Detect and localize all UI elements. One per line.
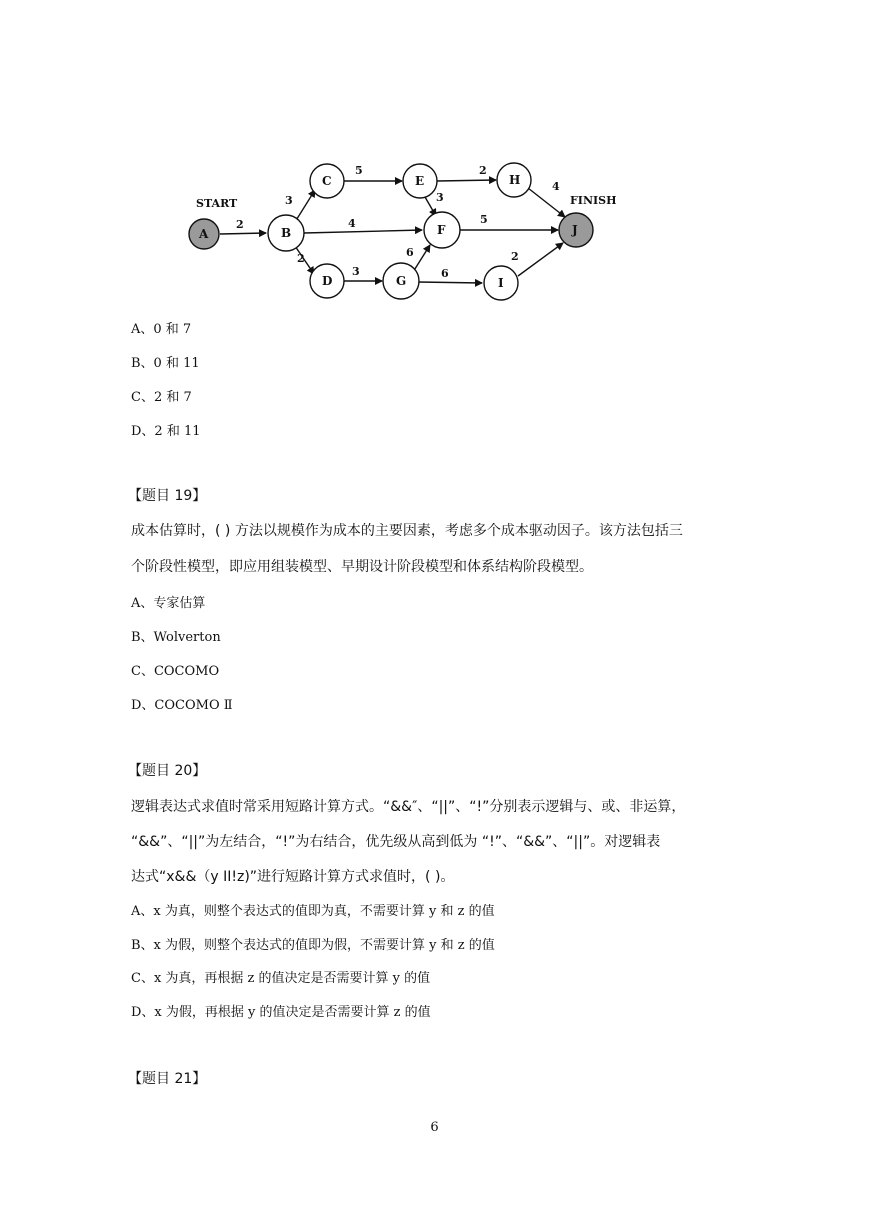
- network-diagram-svg: [180, 150, 620, 308]
- network-diagram: [180, 150, 620, 308]
- weight-d-g: 3: [352, 265, 360, 278]
- q18-option-b: B、0 和 11: [131, 356, 200, 371]
- edge-g-f: [413, 245, 430, 272]
- q20-stem-line-2: “&&”、“||”为左结合，“!”为右结合，优先级从高到低为 “!”、“&&”、“||”。对逻辑表: [131, 834, 661, 850]
- node-f-label: F: [437, 223, 446, 237]
- q21-heading: 【题目 21】: [128, 1071, 207, 1087]
- q18-option-d: D、2 和 11: [131, 424, 201, 439]
- q20-option-c: C、x 为真，再根据 z 的值决定是否需要计算 y 的值: [131, 971, 431, 986]
- q18-option-a: A、0 和 7: [131, 322, 192, 337]
- q19-stem-line-2: 个阶段性模型，即应用组装模型、早期设计阶段模型和体系结构阶段模型。: [131, 559, 593, 575]
- node-g-label: G: [396, 274, 407, 288]
- q20-option-d: D、x 为假，再根据 y 的值决定是否需要计算 z 的值: [131, 1005, 431, 1020]
- edge-b-f: [304, 230, 422, 233]
- q19-option-d: D、COCOMO Ⅱ: [131, 698, 233, 713]
- q20-option-b: B、x 为假，则整个表达式的值即为假，不需要计算 y 和 z 的值: [131, 938, 495, 953]
- weight-a-b: 2: [236, 218, 244, 231]
- weight-e-h: 2: [479, 164, 487, 177]
- weight-g-i: 6: [441, 267, 449, 280]
- node-d-label: D: [322, 274, 333, 288]
- edge-i-j: [518, 243, 563, 276]
- weight-g-f: 6: [406, 246, 414, 259]
- q19-option-c: C、COCOMO: [131, 664, 220, 679]
- start-label: START: [196, 197, 238, 210]
- edge-e-h: [437, 180, 496, 181]
- finish-label: FINISH: [570, 194, 617, 207]
- q19-stem-line-1: 成本估算时，( ) 方法以规模作为成本的主要因素，考虑多个成本驱动因子。该方法包括三: [131, 523, 683, 539]
- q20-stem-line-1: 逻辑表达式求值时常采用短路计算方式。“&&″、“||”、“!”分别表示逻辑与、或、非运算，: [131, 799, 686, 815]
- node-b-label: B: [281, 226, 292, 240]
- page-number: 6: [430, 1120, 439, 1135]
- weight-i-j: 2: [511, 250, 519, 263]
- weight-b-d: 2: [297, 252, 305, 265]
- node-c-label: C: [322, 174, 332, 188]
- node-j-label: J: [572, 223, 578, 237]
- weight-f-j: 5: [480, 213, 488, 226]
- q18-option-c: C、2 和 7: [131, 390, 192, 405]
- weight-e-f: 3: [436, 191, 444, 204]
- edge-b-c: [295, 190, 315, 222]
- weight-b-f: 4: [348, 217, 356, 230]
- q19-option-a: A、专家估算: [131, 596, 206, 611]
- node-a-label: A: [199, 227, 209, 241]
- q19-heading: 【题目 19】: [128, 488, 207, 504]
- weight-c-e: 5: [355, 164, 363, 177]
- node-h-label: H: [509, 173, 521, 187]
- weight-h-j: 4: [552, 180, 560, 193]
- q20-heading: 【题目 20】: [128, 763, 207, 779]
- q20-stem-line-3: 达式“x&&（y II!z)”进行短路计算方式求值时，( )。: [131, 869, 455, 885]
- weight-b-c: 3: [285, 194, 293, 207]
- q19-option-b: B、Wolverton: [131, 630, 221, 645]
- node-i-label: I: [498, 276, 504, 290]
- q20-option-a: A、x 为真，则整个表达式的值即为真，不需要计算 y 和 z 的值: [131, 904, 495, 919]
- edge-a-b: [220, 233, 266, 234]
- node-e-label: E: [415, 174, 425, 188]
- edge-g-i: [418, 282, 482, 283]
